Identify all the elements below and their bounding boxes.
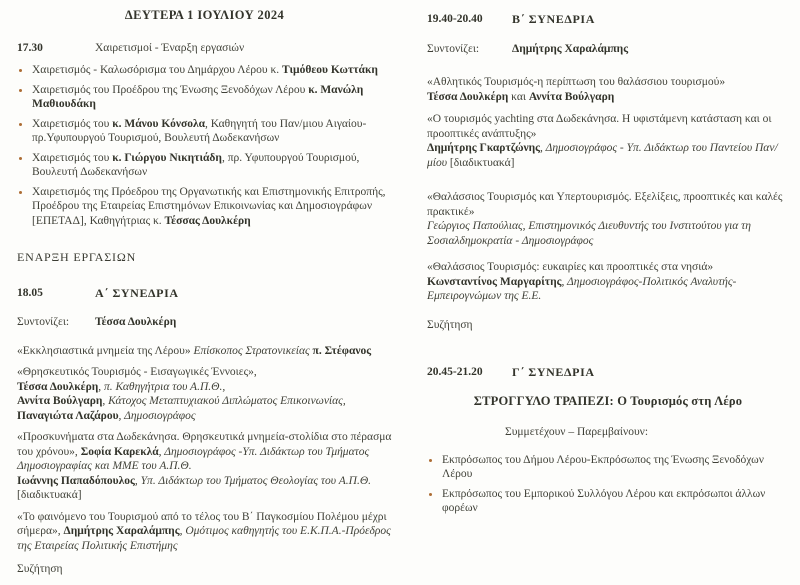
text-run: «Αθλητικός Τουρισμός-η περίπτωση του θαλάσσιου τουρισμού» (427, 76, 726, 88)
text-run: Γεώργιος Παπούλιας, Επιστημονικός Διευθυντής του Ινστιτούτου για τη Σοσιαλδημοκρατία - Δημοσιογράφος (427, 220, 754, 247)
bullet-icon (19, 89, 22, 92)
text-run: , Δημοσιογράφος-Πολιτικός Αναλυτής-Εμπειρογνώμων της Ε.Ε. (427, 275, 737, 302)
talk-item (427, 75, 789, 104)
text-run: , Ομότιμος καθηγητής του Ε.Κ.Π.Α.-Πρόεδρος της Εταιρείας Πολιτικής Επιστήμης (17, 525, 394, 552)
talk-item (427, 112, 789, 170)
text-run: Αννίτα Βούλγαρη (17, 395, 103, 407)
text-run: Χαιρετισμός - Καλωσόρισμα του Δημάρχου Λέρου κ. (32, 64, 283, 76)
text-run: Τέσσα Δουλκέρη (427, 90, 509, 103)
text-run: Εκπρόσωπος του Δήμου Λέρου-Εκπρόσωπος της Ένωσης Ξενοδόχων Λέρου (442, 453, 767, 480)
text-run: και (508, 90, 529, 103)
talk-item (17, 510, 392, 554)
moderator-name: Δημήτρης Χαραλάμπης (512, 42, 629, 55)
text-run: , Δημοσιογράφος -Υπ. Διδάκτωρ του Τμήματος Δημοσιογραφίας και ΜΜΕ του Α.Π.Θ. (17, 445, 370, 472)
discussion-label: Συζήτηση (427, 318, 473, 331)
list-item (17, 83, 392, 112)
text-run: , πρ. Υφυπουργού Τουρισμού, Βουλευτή Δωδεκανήσων (32, 151, 363, 178)
text-run: κ. Μάνου Κόνσολα (112, 117, 206, 130)
works-start-heading: ΕΝΑΡΞΗ ΕΡΓΑΣΙΩΝ (17, 250, 137, 264)
moderator-row (17, 315, 392, 330)
opening-title: Χαιρετισμοί - Έναρξη εργασιών (95, 41, 245, 54)
text-run: Εκπρόσωπος του Εμπορικού Συλλόγου Λέρου και εκπρόσωποι άλλων φορέων (442, 487, 769, 514)
list-item (17, 151, 392, 180)
moderator-name: Τέσσα Δουλκέρη (95, 316, 177, 328)
text-run: Αννίτα Βούλγαρη (528, 90, 615, 103)
talk-item (17, 344, 392, 359)
text-run: κ. Γιώργου Νικητιάδη (112, 151, 222, 164)
greeting-text (32, 63, 378, 78)
text-run: Ιωάννης Παπαδόπουλος (17, 474, 135, 487)
bullet-icon (19, 191, 22, 194)
right-column (427, 12, 789, 521)
text-run: π. Στέφανος (312, 344, 372, 357)
opening-row (17, 41, 392, 56)
opening-time: 17.30 (17, 41, 43, 54)
date-header: ΔΕΥΤΕΡΑ 1 ΙΟΥΛΙΟΥ 2024 (124, 8, 285, 22)
text-run: κ. Μανώλη Μαθιουδάκη (32, 83, 367, 110)
text-run: Επίσκοπος Στρατονικείας (193, 344, 313, 357)
session-a-name: Α΄ ΣΥΝΕΔΡΙΑ (95, 285, 179, 300)
text-run: , Δημοσιογράφος - Υπ. Διδάκτωρ του Παντείου Παν/μίου (427, 142, 778, 169)
text-run: «Ο τουρισμός yachting στα Δωδεκάνησα. Η υφιστάμενη κατάσταση και οι προοπτικές ανάπτυξης» (427, 113, 772, 140)
greeting-text (32, 117, 392, 146)
bullet-icon (429, 459, 432, 462)
participants-list (427, 453, 789, 516)
text-run: Τιμόθεου Κωττάκη (282, 64, 378, 76)
text-run: «Εκκλησιαστικά μνημεία της Λέρου» (17, 344, 194, 357)
session-a-header (17, 286, 392, 301)
session-a-time: 18.05 (17, 286, 43, 299)
talk-item (17, 430, 395, 503)
bullet-icon (19, 69, 22, 72)
session-b-header (427, 12, 789, 27)
text-run: «Θαλάσσιος Τουρισμός: ευκαιρίες και προοπτικές στα νησιά» (427, 261, 714, 273)
bullet-icon (429, 493, 432, 496)
greeting-text (32, 185, 392, 229)
discussion-label: Συζήτηση (17, 563, 63, 575)
greetings-list (17, 63, 392, 228)
talk-item (427, 190, 789, 248)
bullet-icon (19, 157, 22, 160)
bullet-icon (19, 123, 22, 126)
text-run: Δημήτρης Γκαρτζώνης (427, 142, 541, 154)
text-run: Κωνσταντίνος Μαργαρίτης (427, 275, 562, 288)
moderator-row (427, 42, 789, 57)
session-c-name: Γ΄ ΣΥΝΕΔΡΙΑ (512, 365, 595, 379)
text-run: Δημήτρης Χαραλάμπης (63, 525, 180, 537)
text-run: Τέσσας Δουλκέρη (164, 214, 251, 227)
session-b-name: Β΄ ΣΥΝΕΔΡΙΑ (512, 12, 595, 26)
text-run: «Θαλάσσιος Τουρισμός και Υπερτουρισμός. Εξελίξεις, προοπτικές και καλές πρακτικέ» (427, 191, 783, 218)
text-run: Χαιρετισμός της Πρόεδρου της Οργανωτικής και Επιστημονικής Επιτροπής, Προέδρου της Εταιρείας Επιστημόνων Επικοινωνίας και Δημοσιογράφων [ΕΠΕΤΑΔ], Καθηγήτριας κ. (32, 185, 389, 227)
text-run: Τέσσα Δουλκέρη (17, 380, 99, 393)
text-run: , Υπ. Διδάκτωρ του Τμήματος Θεολογίας του Α.Π.Θ. (134, 474, 371, 487)
list-item (17, 185, 392, 229)
session-c-time: 20.45-21.20 (427, 366, 483, 378)
text-run: Χαιρετισμός του (32, 151, 113, 164)
text-run: Σοφία Καρεκλά (80, 445, 159, 458)
list-item (17, 117, 392, 146)
session-c-header (427, 365, 789, 380)
text-run: , π. Καθηγήτρια του Α.Π.Θ., (98, 380, 226, 393)
moderator-label: Συντονίζει: (17, 316, 70, 328)
list-item (427, 453, 789, 482)
text-run: Χαιρετισμός του (32, 117, 113, 130)
greeting-text (32, 151, 392, 180)
text-run: «Προσκυνήματα στα Δωδεκάνησα. Θρησκευτικά μνημεία-στολίδια στο πέρασμα του χρόνου», (17, 431, 395, 458)
greeting-text (32, 83, 392, 112)
talk-item (427, 260, 789, 304)
moderator-label: Συντονίζει: (427, 42, 480, 55)
text-run: Παναγιώτα Λαζάρου (17, 409, 119, 422)
text-run: «Το φαινόμενο του Τουρισμού από το τέλος του Β΄ Παγκοσμίου Πολέμου μέχρι σήμερα», (17, 510, 390, 537)
list-item (17, 63, 392, 78)
text-run: , Κάτοχος Μεταπτυχιακού Διπλώματος Επικοινωνίας, (102, 395, 346, 407)
round-table-title: ΣΤΡΟΓΓΥΛΟ ΤΡΑΠΕΖΙ: Ο Τουρισμός στη Λέρο (473, 393, 743, 408)
list-item (427, 487, 789, 516)
text-run: [διαδικτυακά] (17, 489, 82, 501)
text-run: , Δημοσιογράφος (118, 409, 196, 422)
participants-label: Συμμετέχουν – Παρεμβαίνουν: (505, 426, 649, 438)
talk-item (17, 365, 392, 423)
participant-text (442, 487, 789, 516)
text-run: Χαιρετισμός του Προέδρου της Ένωσης Ξενοδόχων Λέρου (32, 83, 309, 96)
session-b-time: 19.40-20.40 (427, 13, 483, 25)
text-run: , Καθηγητή του Παν/μιου Αιγαίου-πρ.Υφυπουργού Τουρισμού, Βουλευτή Δωδεκανήσων (32, 117, 367, 144)
text-run: [διαδικτυακά] (449, 156, 515, 169)
text-run: «Θρησκευτικός Τουρισμός - Εισαγωγικές Έννοιες», (17, 366, 257, 378)
participant-text (442, 453, 789, 482)
left-column (17, 8, 395, 577)
